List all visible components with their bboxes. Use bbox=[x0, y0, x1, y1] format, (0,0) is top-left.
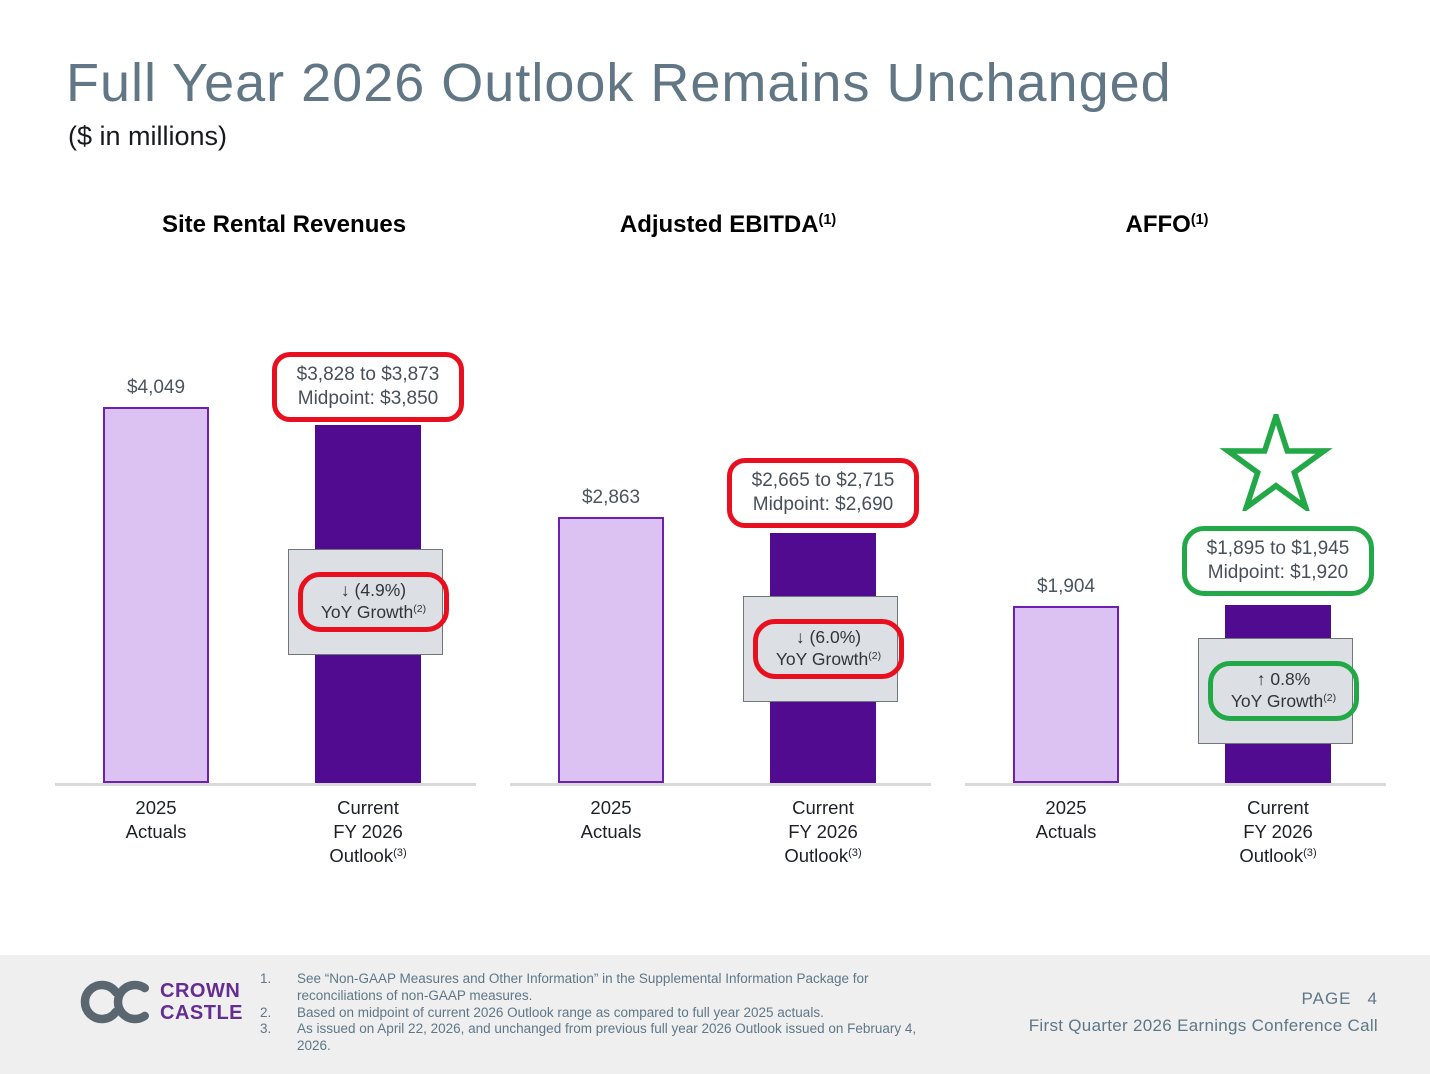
footnote-number: 1. bbox=[260, 971, 272, 986]
category-line: 2025 bbox=[1045, 797, 1087, 818]
category-line: Actuals bbox=[1035, 821, 1097, 842]
category-label-2025-actuals bbox=[531, 796, 691, 844]
footnote-number: 2. bbox=[260, 1004, 272, 1020]
category-label-fy2026-outlook bbox=[288, 796, 448, 871]
yoy-caption bbox=[758, 648, 899, 673]
actuals-value-label: $1,904 bbox=[1036, 576, 1096, 597]
outlook-range-callout bbox=[272, 352, 464, 422]
footnote-1 bbox=[260, 971, 960, 1005]
footer bbox=[0, 955, 1430, 1074]
category-line: 2025 bbox=[135, 797, 177, 818]
footnote-marker: (2) bbox=[1323, 691, 1337, 704]
yoy-caption bbox=[1213, 690, 1354, 715]
footnote-text: As issued on April 22, 2026, and unchanged from previous full year 2026 Outlook issued on February 4, 2026. bbox=[297, 1021, 917, 1054]
bar-2025-actuals bbox=[103, 407, 209, 783]
chart-title-text: AFFO bbox=[1125, 211, 1191, 238]
logo-cc-mark bbox=[85, 985, 116, 1019]
chart-title-adjusted-ebitda bbox=[558, 211, 898, 239]
footnote-marker: (2) bbox=[413, 602, 427, 615]
bar-2025-actuals bbox=[558, 517, 664, 783]
outlook-range-text: $1,895 to $1,945 bbox=[1206, 538, 1350, 559]
logo-cc-mark bbox=[118, 985, 145, 1019]
footnote-marker: (3) bbox=[393, 846, 407, 859]
category-line: Current bbox=[792, 797, 854, 818]
yoy-percent: ↓ (4.9%) bbox=[340, 579, 407, 600]
category-line: Current bbox=[337, 797, 399, 818]
footnote-text: See “Non-GAAP Measures and Other Information” in the Supplemental Information Package for reconciliations of non-GAAP measures. bbox=[297, 971, 869, 1003]
yoy-percent: ↑ 0.8% bbox=[1256, 668, 1311, 689]
page-indicator bbox=[1029, 989, 1378, 1009]
category-line: Actuals bbox=[125, 821, 187, 842]
footnote-marker: (3) bbox=[1303, 846, 1317, 859]
actuals-value-label: $4,049 bbox=[126, 377, 186, 398]
page-number: 4 bbox=[1367, 989, 1378, 1008]
category-line: Actuals bbox=[580, 821, 642, 842]
outlook-midpoint-text: Midpoint: $1,920 bbox=[1207, 562, 1349, 583]
category-line bbox=[288, 844, 448, 871]
category-line-text: Outlook bbox=[784, 845, 849, 866]
yoy-growth-box bbox=[288, 549, 443, 655]
yoy-caption bbox=[303, 601, 444, 626]
chart-title-text: Site Rental Revenues bbox=[161, 211, 407, 238]
category-line bbox=[743, 844, 903, 871]
x-axis-line bbox=[55, 783, 476, 786]
footnote-text: Based on midpoint of current 2026 Outlook range as compared to full year 2025 actuals. bbox=[297, 1004, 824, 1020]
yoy-growth-callout bbox=[753, 619, 904, 679]
footnote-marker: (1) bbox=[1190, 212, 1209, 229]
page-subtitle: ($ in millions) bbox=[68, 121, 228, 151]
footer-right bbox=[1029, 989, 1378, 1036]
category-line: 2025 bbox=[590, 797, 632, 818]
page-label: PAGE bbox=[1301, 989, 1352, 1008]
footnote-3 bbox=[260, 1021, 960, 1055]
yoy-growth-callout bbox=[298, 572, 449, 632]
bar-2025-actuals bbox=[1013, 606, 1119, 783]
yoy-caption-text: YoY Growth bbox=[320, 601, 414, 622]
logo-word-crown: CROWN bbox=[160, 980, 241, 1002]
outlook-midpoint-text: Midpoint: $2,690 bbox=[752, 494, 894, 515]
category-label-2025-actuals bbox=[76, 796, 236, 844]
category-label-fy2026-outlook bbox=[1198, 796, 1358, 871]
footnote-2 bbox=[260, 1005, 960, 1022]
chart-title-site-rental-revenues bbox=[114, 211, 454, 239]
chart-title-text: Adjusted EBITDA bbox=[619, 211, 819, 238]
actuals-value-label: $2,863 bbox=[581, 487, 641, 508]
category-line: FY 2026 bbox=[788, 821, 858, 842]
chart-group-affo bbox=[965, 340, 1386, 900]
star-icon bbox=[1215, 414, 1337, 511]
yoy-caption-text: YoY Growth bbox=[1230, 690, 1324, 711]
chart-group-adjusted-ebitda bbox=[510, 340, 931, 900]
crown-castle-logo bbox=[70, 971, 255, 1029]
x-axis-line bbox=[510, 783, 931, 786]
footnote-marker: (2) bbox=[868, 649, 882, 662]
outlook-midpoint-text: Midpoint: $3,850 bbox=[297, 388, 439, 409]
outlook-range-text: $2,665 to $2,715 bbox=[751, 470, 895, 491]
category-line bbox=[1198, 844, 1358, 871]
category-line-text: Outlook bbox=[1239, 845, 1304, 866]
logo-word-castle: CASTLE bbox=[160, 1002, 243, 1024]
category-label-fy2026-outlook bbox=[743, 796, 903, 871]
x-axis-line bbox=[965, 783, 1386, 786]
page-title: Full Year 2026 Outlook Remains Unchanged bbox=[66, 53, 1172, 113]
category-line: FY 2026 bbox=[1243, 821, 1313, 842]
deck-title: First Quarter 2026 Earnings Conference Call bbox=[1028, 1016, 1378, 1035]
yoy-growth-box bbox=[1198, 638, 1353, 744]
footnote-marker: (1) bbox=[818, 212, 837, 229]
category-line: Current bbox=[1247, 797, 1309, 818]
yoy-growth-box bbox=[743, 596, 898, 702]
outlook-range-callout bbox=[1182, 526, 1374, 596]
yoy-growth-callout bbox=[1208, 661, 1359, 721]
footnote-marker: (3) bbox=[848, 846, 862, 859]
chart-title-affo bbox=[997, 211, 1337, 239]
category-line-text: Outlook bbox=[329, 845, 394, 866]
yoy-percent: ↓ (6.0%) bbox=[795, 626, 862, 647]
footnote-number: 3. bbox=[260, 1021, 272, 1037]
outlook-range-text: $3,828 to $3,873 bbox=[296, 364, 440, 385]
outlook-range-callout bbox=[727, 458, 919, 528]
footnotes bbox=[260, 971, 960, 1055]
category-label-2025-actuals bbox=[986, 796, 1146, 844]
category-line: FY 2026 bbox=[333, 821, 403, 842]
chart-group-site-rental-revenues bbox=[55, 340, 476, 900]
yoy-caption-text: YoY Growth bbox=[775, 648, 869, 669]
